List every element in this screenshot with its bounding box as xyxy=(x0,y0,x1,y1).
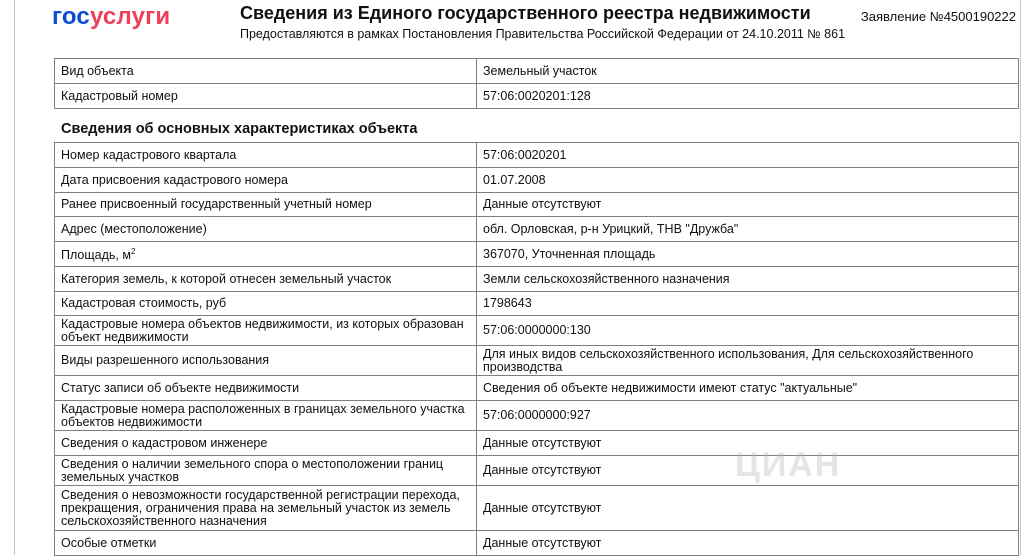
row-value: 57:06:0000000:927 xyxy=(477,401,1019,431)
row-value: 01.07.2008 xyxy=(477,168,1019,193)
section-heading: Сведения об основных характеристиках объекта xyxy=(61,121,418,137)
row-value: 367070, Уточненная площадь xyxy=(477,242,1019,267)
area-label-text: Площадь, м xyxy=(61,248,131,263)
row-label: Дата присвоения кадастрового номера xyxy=(55,168,477,193)
row-label: Адрес (местоположение) xyxy=(55,217,477,242)
row-label: Кадастровые номера объектов недвижимости, из которых образован объект недвижимости xyxy=(55,316,477,346)
area-label-superscript: 2 xyxy=(130,247,136,257)
table-row xyxy=(55,193,1019,217)
table-row xyxy=(55,217,1019,242)
cian-watermark: ЦИАН xyxy=(735,446,842,484)
main-characteristics-table xyxy=(54,142,1019,556)
document-title: Сведения из Единого государственного реестра недвижимости xyxy=(240,3,811,23)
row-value: 57:06:0020201 xyxy=(477,143,1019,168)
row-label: Кадастровая стоимость, руб xyxy=(55,292,477,316)
row-label xyxy=(55,242,477,267)
row-label: Сведения о наличии земельного спора о местоположении границ земельных участков xyxy=(55,456,477,486)
row-value: Сведения об объекте недвижимости имеют статус "актуальные" xyxy=(477,376,1019,401)
table-row xyxy=(55,316,1019,346)
application-number: Заявление №4500190222 xyxy=(860,9,1016,24)
row-label: Кадастровые номера расположенных в границах земельного участка объектов недвижимости xyxy=(55,401,477,431)
row-value: обл. Орловская, р-н Урицкий, ТНВ "Дружба" xyxy=(477,217,1019,242)
row-label: Номер кадастрового квартала xyxy=(55,143,477,168)
gosuslugi-logo[interactable] xyxy=(52,3,170,31)
table-row xyxy=(55,267,1019,292)
row-value: Данные отсутствуют xyxy=(477,431,1019,456)
row-label: Виды разрешенного использования xyxy=(55,346,477,376)
row-value: Земельный участок xyxy=(477,59,1019,84)
row-value: Данные отсутствуют xyxy=(477,486,1019,531)
page-left-border xyxy=(14,0,15,555)
table-row xyxy=(55,376,1019,401)
row-value: Для иных видов сельскохозяйственного использования, Для сельскохозяйственного производства xyxy=(477,346,1019,376)
object-summary-table xyxy=(54,58,1019,109)
row-value: 1798643 xyxy=(477,292,1019,316)
table-row xyxy=(55,486,1019,531)
row-label: Кадастровый номер xyxy=(55,84,477,109)
table-row xyxy=(55,431,1019,456)
table-row xyxy=(55,401,1019,431)
table-row xyxy=(55,531,1019,556)
row-value: Данные отсутствуют xyxy=(477,456,1019,486)
table-row xyxy=(55,143,1019,168)
row-label: Вид объекта xyxy=(55,59,477,84)
table-row xyxy=(55,59,1019,84)
table-row xyxy=(55,84,1019,109)
table-row xyxy=(55,456,1019,486)
logo-part-gos: гос xyxy=(52,3,90,30)
table-row xyxy=(55,242,1019,267)
row-value: Данные отсутствуют xyxy=(477,193,1019,217)
table-row xyxy=(55,346,1019,376)
row-label: Сведения о невозможности государственной регистрации перехода, прекращения, ограничения права на земельный участок из земель сельскохозяйственного назначения xyxy=(55,486,477,531)
row-label: Особые отметки xyxy=(55,531,477,556)
row-value: Данные отсутствуют xyxy=(477,531,1019,556)
row-value: 57:06:0020201:128 xyxy=(477,84,1019,109)
row-value: 57:06:0000000:130 xyxy=(477,316,1019,346)
page-right-border xyxy=(1020,0,1021,555)
row-label: Категория земель, к которой отнесен земельный участок xyxy=(55,267,477,292)
table-row xyxy=(55,168,1019,193)
row-label: Ранее присвоенный государственный учетный номер xyxy=(55,193,477,217)
row-label: Сведения о кадастровом инженере xyxy=(55,431,477,456)
document-subtitle: Предоставляются в рамках Постановления Правительства Российской Федерации от 24.10.2011 № 861 xyxy=(240,27,846,41)
logo-part-uslugi: услуги xyxy=(89,3,171,30)
row-label: Статус записи об объекте недвижимости xyxy=(55,376,477,401)
table-row xyxy=(55,292,1019,316)
row-value: Земли сельскохозяйственного назначения xyxy=(477,267,1019,292)
